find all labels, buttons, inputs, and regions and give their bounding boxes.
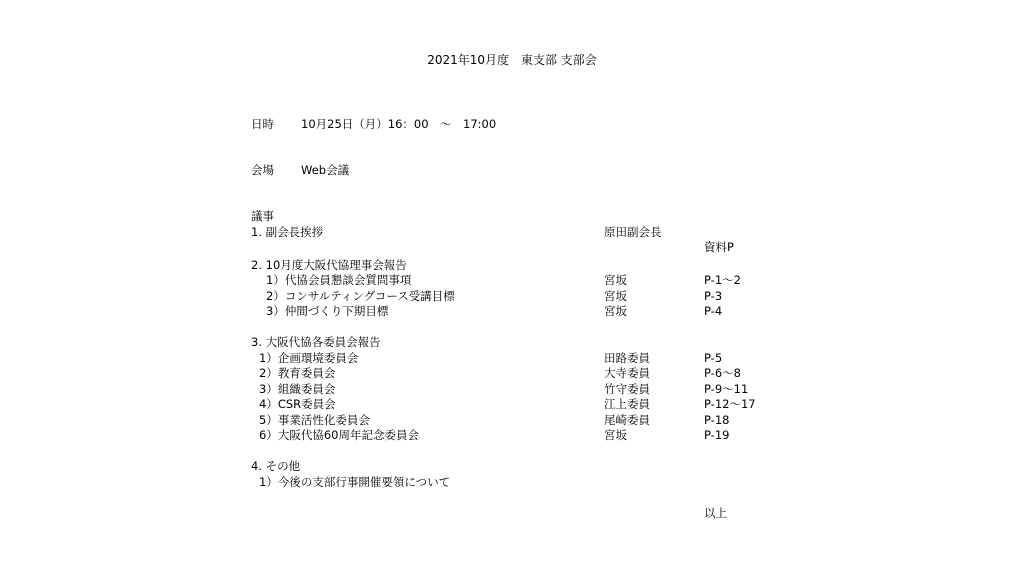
agenda-subitem-person: 竹守委員: [604, 382, 650, 396]
agenda-subitem-pages: P-5: [704, 351, 723, 365]
agenda-item-title: 4. その他: [251, 459, 301, 473]
document-title: 2021年10月度 東支部 支部会: [427, 53, 597, 67]
agenda-subitem-pages: P-19: [704, 428, 730, 442]
agenda-subitem-label: 1）今後の支部行事開催要領について: [259, 475, 451, 489]
agenda-subitem-pages: P-12～17: [704, 397, 756, 411]
agenda-subitem-label: 1）企画環境委員会: [259, 351, 359, 365]
agenda-subitem-pages: P-18: [704, 413, 730, 427]
venue-value: Web会議: [301, 163, 350, 177]
closing-text: 以上: [704, 506, 727, 520]
datetime-value: 10月25日（月）16：00 ～ 17:00: [301, 117, 497, 131]
agenda-item-person: 原田副会長: [604, 225, 662, 239]
venue-label: 会場: [251, 163, 274, 177]
agenda-subitem-pages: P-4: [704, 304, 723, 318]
agenda-subitem-label: 6）大阪代協60周年記念委員会: [259, 428, 419, 442]
agenda-subitem-person: 田路委員: [604, 351, 650, 365]
agenda-subitem-label: 5）事業活性化委員会: [259, 413, 370, 427]
agenda-subitem-pages: P-6～8: [704, 366, 741, 380]
materials-header: 資料P: [704, 240, 734, 254]
agenda-subitem-label: 1）代協会員懇談会質問事項: [266, 273, 412, 287]
agenda-subitem-person: 江上委員: [604, 397, 650, 411]
agenda-subitem-label: 2）教育委員会: [259, 366, 336, 380]
agenda-subitem-label: 2）コンサルティングコース受講目標: [266, 289, 455, 303]
agenda-item-title: 1. 副会長挨拶: [251, 225, 324, 239]
agenda-subitem-person: 宮坂: [604, 273, 627, 287]
agenda-item-title: 3. 大阪代協各委員会報告: [251, 335, 381, 349]
agenda-item-title: 2. 10月度大阪代協理事会報告: [251, 258, 407, 272]
agenda-subitem-person: 尾崎委員: [604, 413, 650, 427]
agenda-subitem-person: 宮坂: [604, 289, 627, 303]
agenda-subitem-person: 宮坂: [604, 304, 627, 318]
agenda-subitem-pages: P-1～2: [704, 273, 741, 287]
agenda-subitem-person: 宮坂: [604, 428, 627, 442]
agenda-heading: 議事: [251, 209, 274, 223]
agenda-subitem-pages: P-3: [704, 289, 723, 303]
agenda-subitem-label: 4）CSR委員会: [259, 397, 336, 411]
agenda-subitem-pages: P-9～11: [704, 382, 749, 396]
agenda-subitem-label: 3）組織委員会: [259, 382, 336, 396]
agenda-subitem-person: 大寺委員: [604, 366, 650, 380]
datetime-label: 日時: [251, 117, 274, 131]
agenda-subitem-label: 3）仲間づくり下期目標: [266, 304, 389, 318]
